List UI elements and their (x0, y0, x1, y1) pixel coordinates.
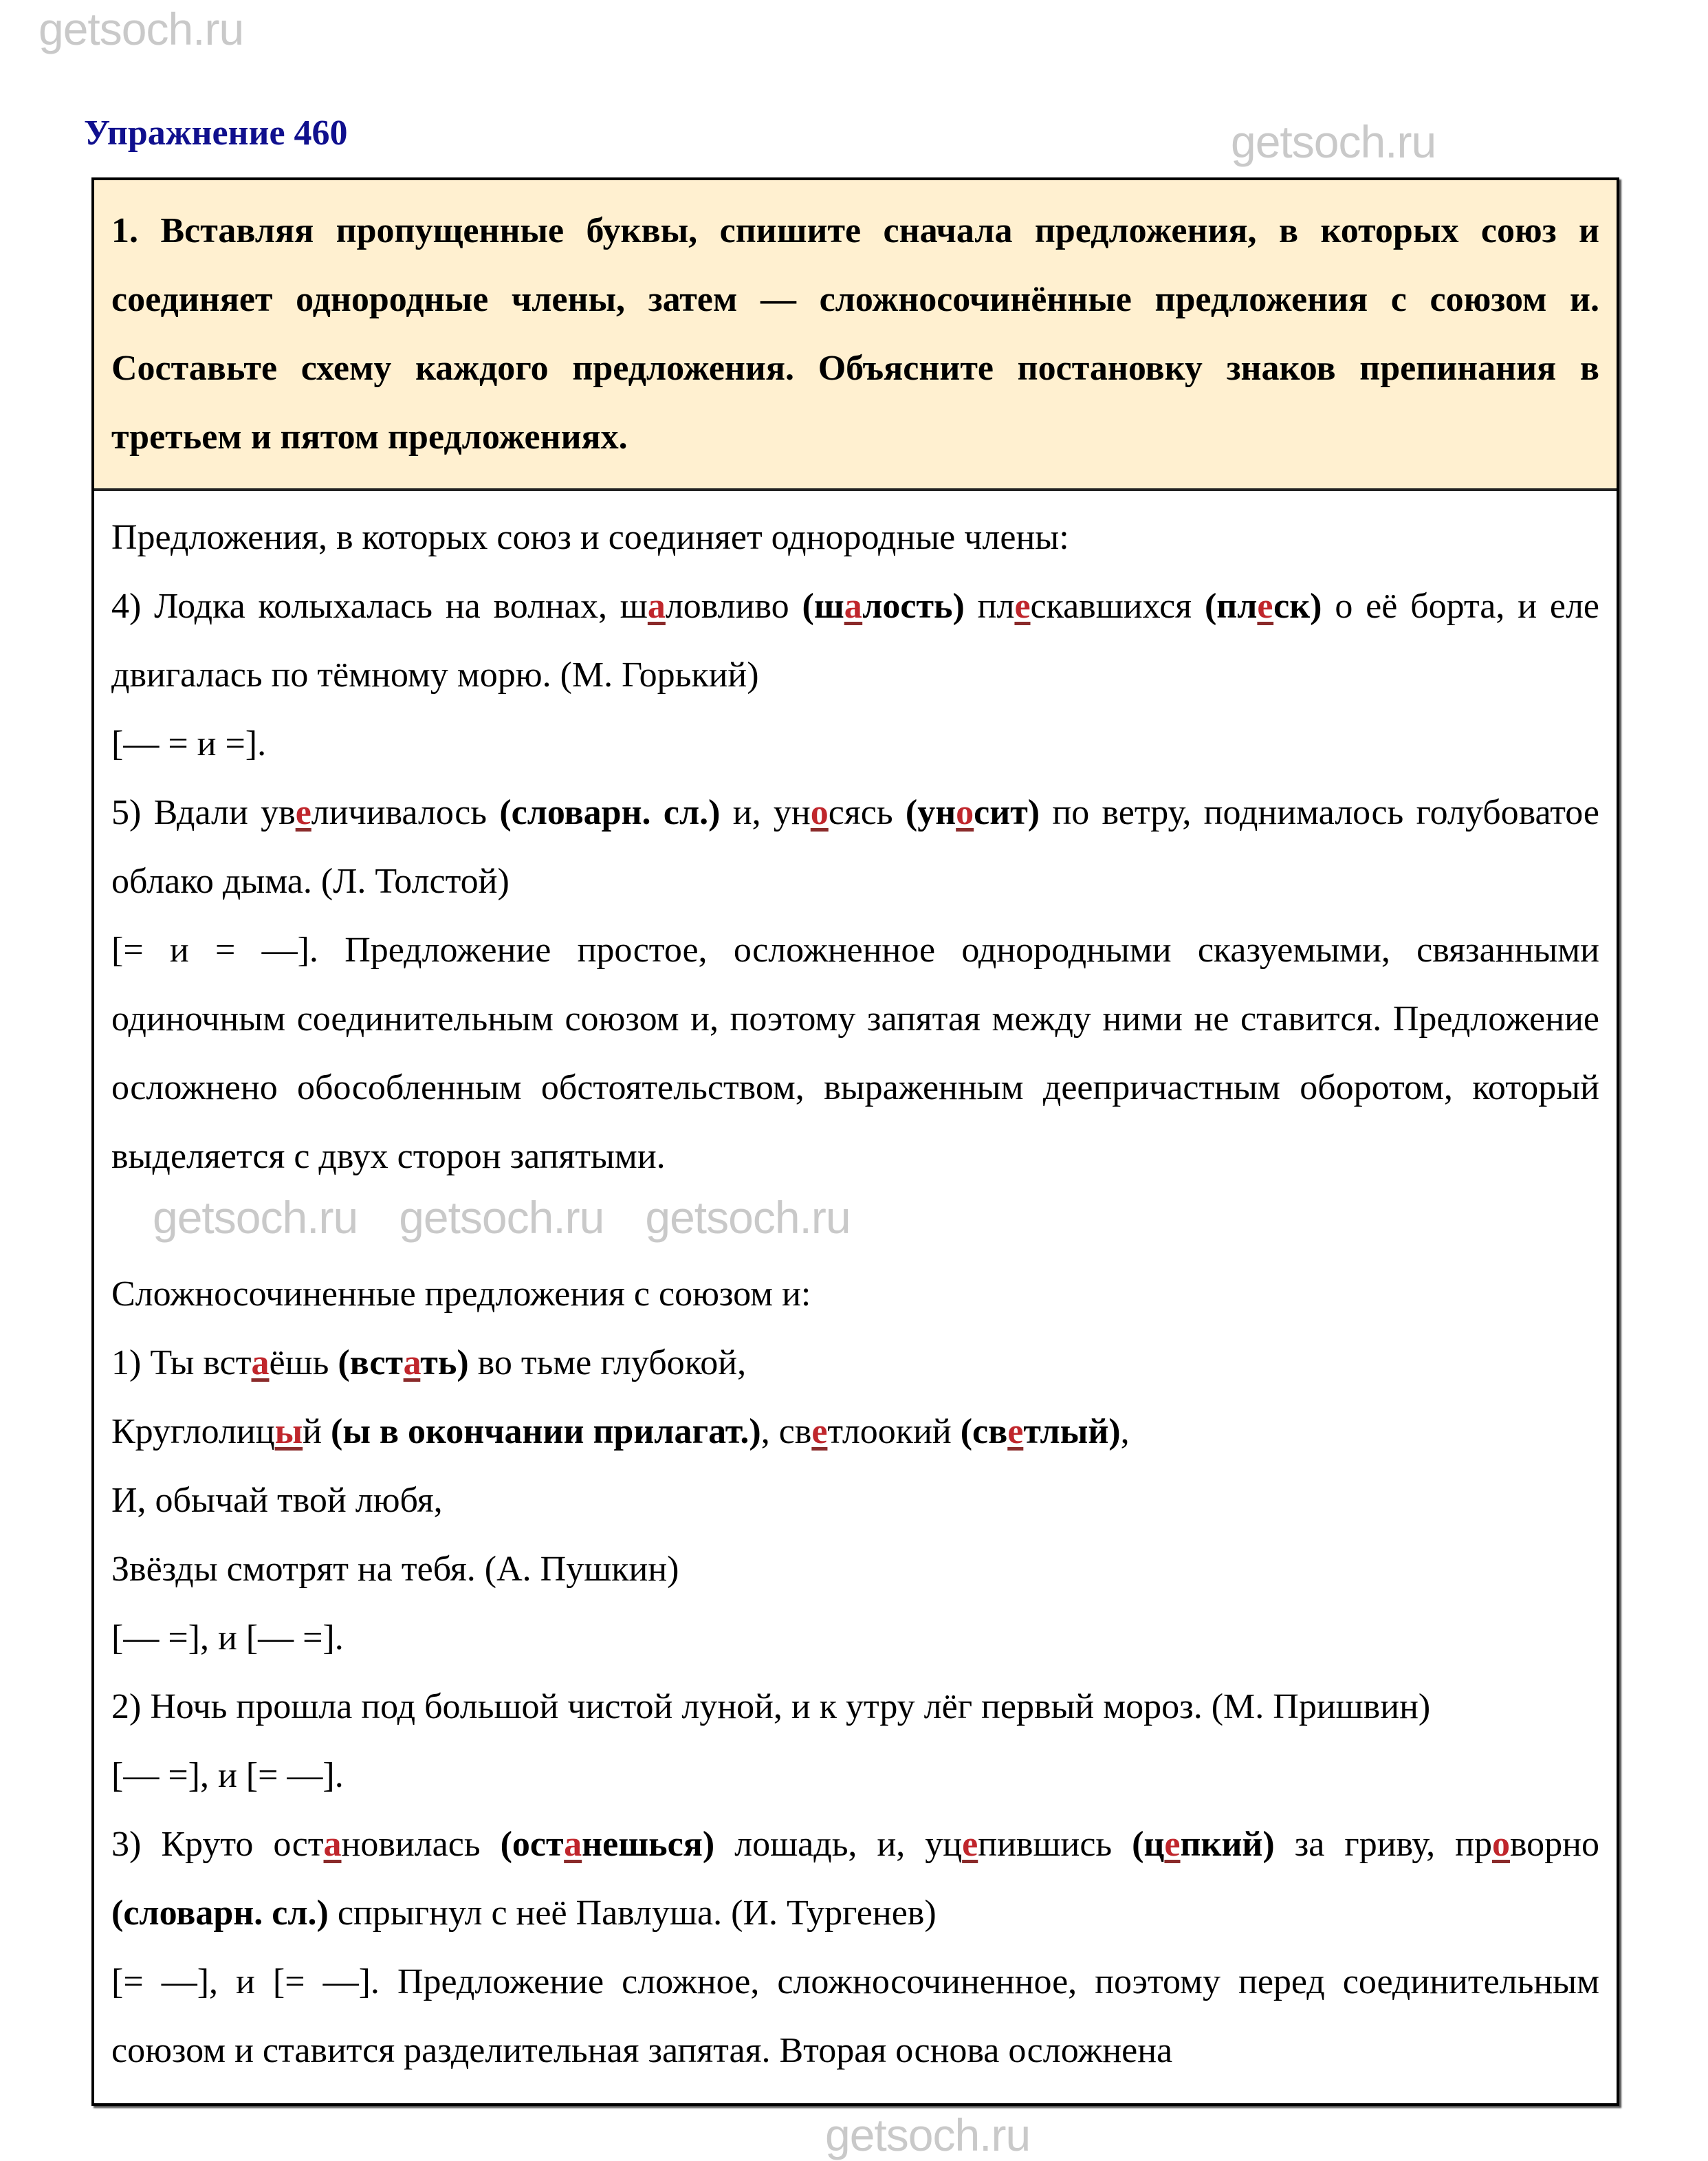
answer-heading (111, 503, 1599, 572)
text-run: 2) Ночь прошла под большой чистой луной, и к утру лёг первый мороз. (М. Пришвин) (111, 1687, 1431, 1726)
watermark: getsoch.ru (153, 1192, 358, 1243)
answer-explanation (111, 1948, 1599, 2085)
watermark: getsoch.ru (399, 1192, 604, 1243)
answer-verse (111, 1535, 1599, 1604)
answer-scheme (111, 1741, 1599, 1810)
inserted-letter: е (1007, 1412, 1024, 1451)
text-run: [= и = —]. Предложение простое, осложненное однородными сказуемыми, связанными одиночным соединительным союзом и, поэтому запятая между ними не ставится. Предложение осложнено обособленным обстоятельством, выраженным деепричастным оборотом, который выделяется с двух сторон запятыми. (111, 931, 1599, 1176)
text-run: пл (964, 587, 1015, 626)
inserted-letter: ы (274, 1412, 303, 1451)
text-run: личивалось (311, 793, 500, 832)
watermark: getsoch.ru (645, 1192, 851, 1243)
answer-blank (111, 1191, 1599, 1260)
check-word: пкий) (1180, 1825, 1275, 1864)
check-word: (ост (500, 1825, 565, 1864)
inserted-letter: е (962, 1825, 978, 1864)
inserted-letter: а (844, 587, 863, 626)
check-word: (словарн. сл.) (111, 1893, 329, 1933)
inserted-letter: е (811, 1412, 828, 1451)
text-run: новилась (341, 1825, 501, 1864)
answer-sentence (111, 1810, 1599, 1948)
text-run: Круглолиц (111, 1412, 275, 1451)
text-run: [— =], и [— =]. (111, 1618, 344, 1658)
check-word: (вст (338, 1343, 404, 1382)
check-word: сит) (974, 793, 1040, 832)
text-run: лошадь, и, уц (714, 1825, 963, 1864)
text-run: спрыгнул с неё Павлуша. (И. Тургенев) (328, 1893, 937, 1933)
check-word: (ц (1132, 1825, 1165, 1864)
text-run: Сложносочиненные предложения с союзом и: (111, 1274, 811, 1314)
text-run: ёшь (269, 1343, 338, 1382)
check-word: ть) (420, 1343, 469, 1382)
inserted-letter: а (564, 1825, 582, 1864)
task-text: 1. Вставляя пропущенные буквы, спишите сначала предложения, в которых союз и соединяет однородные члены, затем — сложносочинённые предложения с союзом и. Составьте схему каждого предложения. Объясните постановку знаков препинания в третьем и пятом предложениях. (111, 211, 1599, 457)
answer-explanation (111, 916, 1599, 1191)
text-run: ворно (1509, 1825, 1599, 1864)
check-word: ск) (1273, 587, 1322, 626)
inserted-letter: о (810, 793, 829, 832)
text-run: , (1120, 1412, 1130, 1451)
text-run: И, обычай твой любя, (111, 1481, 443, 1520)
answer-verse (111, 1329, 1599, 1398)
watermark: getsoch.ru (1231, 116, 1436, 167)
check-word: (пл (1204, 587, 1258, 626)
page-title: Упражнение 460 (84, 113, 348, 153)
exercise-box (91, 177, 1619, 2106)
text-run: во тьме глубокой, (468, 1343, 747, 1382)
answer-sentence (111, 1673, 1599, 1741)
text-run: скавшихся (1030, 587, 1205, 626)
text-run: сясь (828, 793, 906, 832)
check-word: (ш (802, 587, 844, 626)
inserted-letter: е (1257, 587, 1274, 626)
text-run: й (303, 1412, 331, 1451)
text-run: , св (760, 1412, 812, 1451)
watermark: getsoch.ru (39, 3, 244, 54)
answer-sentence (111, 572, 1599, 710)
text-run: по ветру, поднималось голубоватое облако дыма. (Л. Толстой) (111, 793, 1600, 901)
check-word: (словарн. сл.) (499, 793, 721, 832)
check-word: лость) (862, 587, 965, 626)
text-run: 4) Лодка колыхалась на волнах, ш (111, 587, 648, 626)
text-run: ловливо (665, 587, 802, 626)
check-word: (ы в окончании прилагат.) (331, 1412, 761, 1451)
text-run: 5) Вдали ув (111, 793, 296, 832)
text-run: Предложения, в которых союз и соединяет однородные члены: (111, 518, 1069, 557)
answer-heading (111, 1260, 1599, 1329)
text-run: [— = и =]. (111, 724, 267, 763)
answer-verse (111, 1466, 1599, 1535)
answer-verse (111, 1398, 1599, 1466)
answer-sentence (111, 779, 1599, 916)
text-run: пившись (978, 1825, 1132, 1864)
watermark: getsoch.ru (825, 2109, 1031, 2160)
inserted-letter: е (1014, 587, 1031, 626)
task-panel (94, 180, 1617, 491)
inserted-letter: а (323, 1825, 342, 1864)
text-run: [= —], и [= —]. Предложение сложное, сложносочиненное, поэтому перед соединительным союзом и ставится разделительная запятая. Вторая основа осложнена (111, 1962, 1599, 2070)
inserted-letter: о (956, 793, 974, 832)
text-run: тлоокий (827, 1412, 961, 1451)
inserted-letter: а (251, 1343, 270, 1382)
text-run: и, ун (720, 793, 811, 832)
check-word: (ун (905, 793, 956, 832)
text-run: о её борта, и еле двигалась по тёмному морю. (М. Горький) (111, 587, 1600, 695)
answer-scheme (111, 1604, 1599, 1673)
answer-scheme (111, 710, 1599, 779)
text-run: 3) Круто ост (111, 1825, 324, 1864)
text-run: за гриву, пр (1274, 1825, 1492, 1864)
text-run: [— =], и [= —]. (111, 1756, 344, 1795)
inserted-letter: е (1164, 1825, 1181, 1864)
check-word: тлый) (1023, 1412, 1121, 1451)
text-run: Звёзды смотрят на тебя. (А. Пушкин) (111, 1550, 679, 1589)
inserted-letter: е (295, 793, 311, 832)
inserted-letter: а (647, 587, 666, 626)
inserted-letter: а (403, 1343, 421, 1382)
answer-panel (94, 491, 1617, 2085)
inserted-letter: о (1491, 1825, 1510, 1864)
check-word: (св (960, 1412, 1008, 1451)
text-run: 1) Ты вст (111, 1343, 252, 1382)
check-word: нешься) (582, 1825, 715, 1864)
